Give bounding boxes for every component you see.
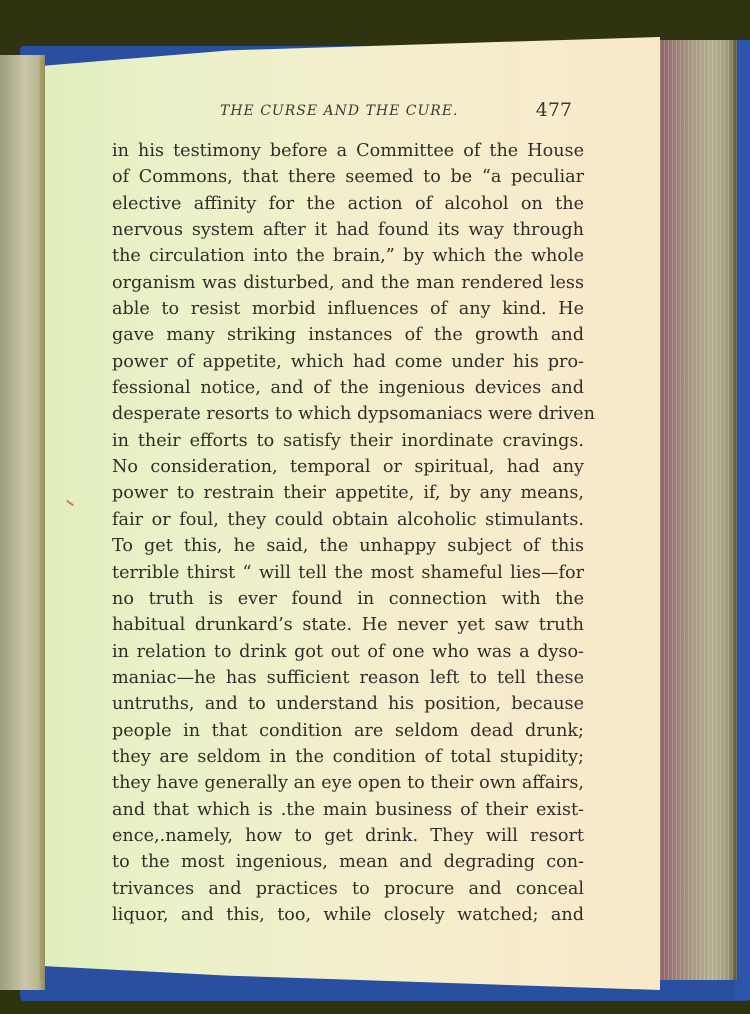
text-line: ence,.namely, how to get drink. They will resort bbox=[112, 825, 584, 846]
text-line: untruths, and to understand his position, because bbox=[112, 694, 584, 715]
text-line: to the most ingenious, mean and degrading con- bbox=[112, 852, 584, 873]
body-text bbox=[112, 138, 595, 928]
text-line: To get this, he said, the unhappy subject of this bbox=[112, 536, 584, 557]
text-line: elective affinity for the action of alcohol on the bbox=[112, 193, 584, 214]
text-line: fair or foul, they could obtain alcoholic stimulants. bbox=[112, 509, 584, 530]
page-fore-edge bbox=[656, 40, 738, 980]
text-line: the circulation into the brain,” by which the whole bbox=[112, 246, 584, 267]
gutter bbox=[40, 60, 43, 980]
text-line: terrible thirst “ will tell the most shameful lies—for bbox=[112, 562, 584, 583]
text-line: maniac—he has sufficient reason left to tell these bbox=[112, 667, 584, 688]
text-line: fessional notice, and of the ingenious devices and bbox=[112, 378, 584, 399]
text-line: nervous system after it had found its way through bbox=[112, 220, 584, 241]
text-line: liquor, and this, too, while closely watched; and bbox=[112, 904, 584, 925]
text-line: in relation to drink got out of one who was a dyso- bbox=[112, 641, 584, 662]
page-header bbox=[150, 99, 580, 125]
text-line: no truth is ever found in connection with the bbox=[112, 588, 584, 609]
text-line: and that which is .the main business of their exist- bbox=[112, 799, 584, 820]
page-number: 477 bbox=[535, 99, 572, 121]
text-line: in their efforts to satisfy their inordinate cravings. bbox=[112, 430, 584, 451]
text-line: habitual drunkard’s state. He never yet saw truth bbox=[112, 615, 584, 636]
text-line: No consideration, temporal or spiritual, had any bbox=[112, 457, 584, 478]
running-title: THE CURSE AND THE CURE. bbox=[220, 103, 459, 119]
text-line: in his testimony before a Committee of the House bbox=[112, 141, 584, 161]
text-line: power to restrain their appetite, if, by any means, bbox=[112, 483, 584, 504]
text-line: power of appetite, which had come under his pro- bbox=[112, 351, 584, 372]
text-line: they have generally an eye open to their own affairs, bbox=[112, 773, 584, 794]
text-line: of Commons, that there seemed to be “a peculiar bbox=[112, 167, 584, 188]
text-line: they are seldom in the condition of total stupidity; bbox=[112, 746, 584, 767]
text-line: organism was disturbed, and the man rendered less bbox=[112, 272, 584, 293]
text-line: people in that condition are seldom dead drunk; bbox=[112, 720, 584, 741]
text-line: gave many striking instances of the growth and bbox=[112, 325, 584, 346]
left-page-edge bbox=[0, 55, 45, 990]
text-line: desperate resorts to which dypsomaniacs were driven bbox=[112, 404, 595, 425]
text-line: able to resist morbid influences of any kind. He bbox=[112, 299, 584, 320]
text-line: trivances and practices to procure and conceal bbox=[112, 878, 584, 899]
